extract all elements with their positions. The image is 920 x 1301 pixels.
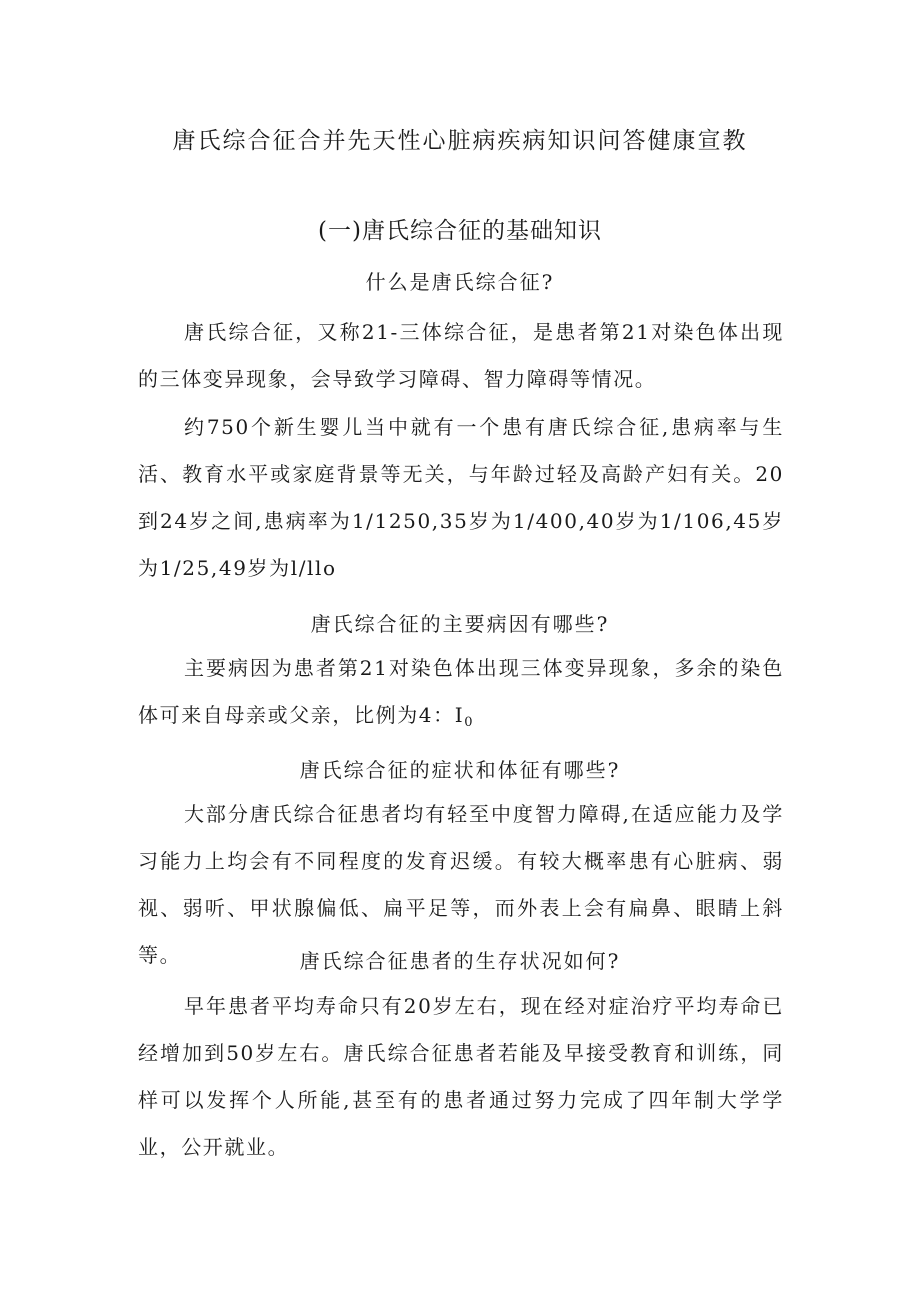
- document-title: 唐氏综合征合并先天性心脏病疾病知识问答健康宣教: [172, 128, 748, 154]
- question-heading: 什么是唐氏综合征?: [365, 270, 555, 294]
- answer-paragraph: 唐氏综合征，又称21-三体综合征，是患者第21对染色体出现的三体变异现象，会导致学习障碍、智力障碍等情况。: [138, 320, 784, 391]
- answer-text: 主要病因为患者第21对染色体出现三体变异现象，多余的染色体可来自母亲或父亲，比例为4：I: [138, 656, 784, 727]
- answer-paragraph: [138, 645, 784, 746]
- answer-paragraph: 约750个新生婴儿当中就有一个患有唐氏综合征,患病率与生活、教育水平或家庭背景等无关，与年龄过轻及高龄产妇有关。20到24岁之间,患病率为1/1250,35岁为1/400,40岁为1/106,45岁为1/25,49岁为l/llo: [138, 415, 784, 580]
- subscript-mark: 0: [464, 715, 475, 730]
- answer-paragraph: 大部分唐氏综合征患者均有轻至中度智力障碍,在适应能力及学习能力上均会有不同程度的发育迟缓。有较大概率患有心脏病、弱视、弱听、甲状腺偏低、扁平足等，而外表上会有扁鼻、眼睛上斜等。: [138, 802, 784, 967]
- question-heading: 唐氏综合征的主要病因有哪些?: [310, 612, 610, 636]
- question-heading: 唐氏综合征患者的生存状况如何?: [299, 949, 621, 973]
- question-heading: 唐氏综合征的症状和体征有哪些?: [299, 758, 621, 782]
- answer-paragraph: 早年患者平均寿命只有20岁左右，现在经对症治疗平均寿命已经增加到50岁左右。唐氏综合征患者若能及早接受教育和训练，同样可以发挥个人所能,甚至有的患者通过努力完成了四年制大学学业，公开就业。: [138, 994, 784, 1159]
- section-heading: (一)唐氏综合征的基础知识: [318, 218, 602, 244]
